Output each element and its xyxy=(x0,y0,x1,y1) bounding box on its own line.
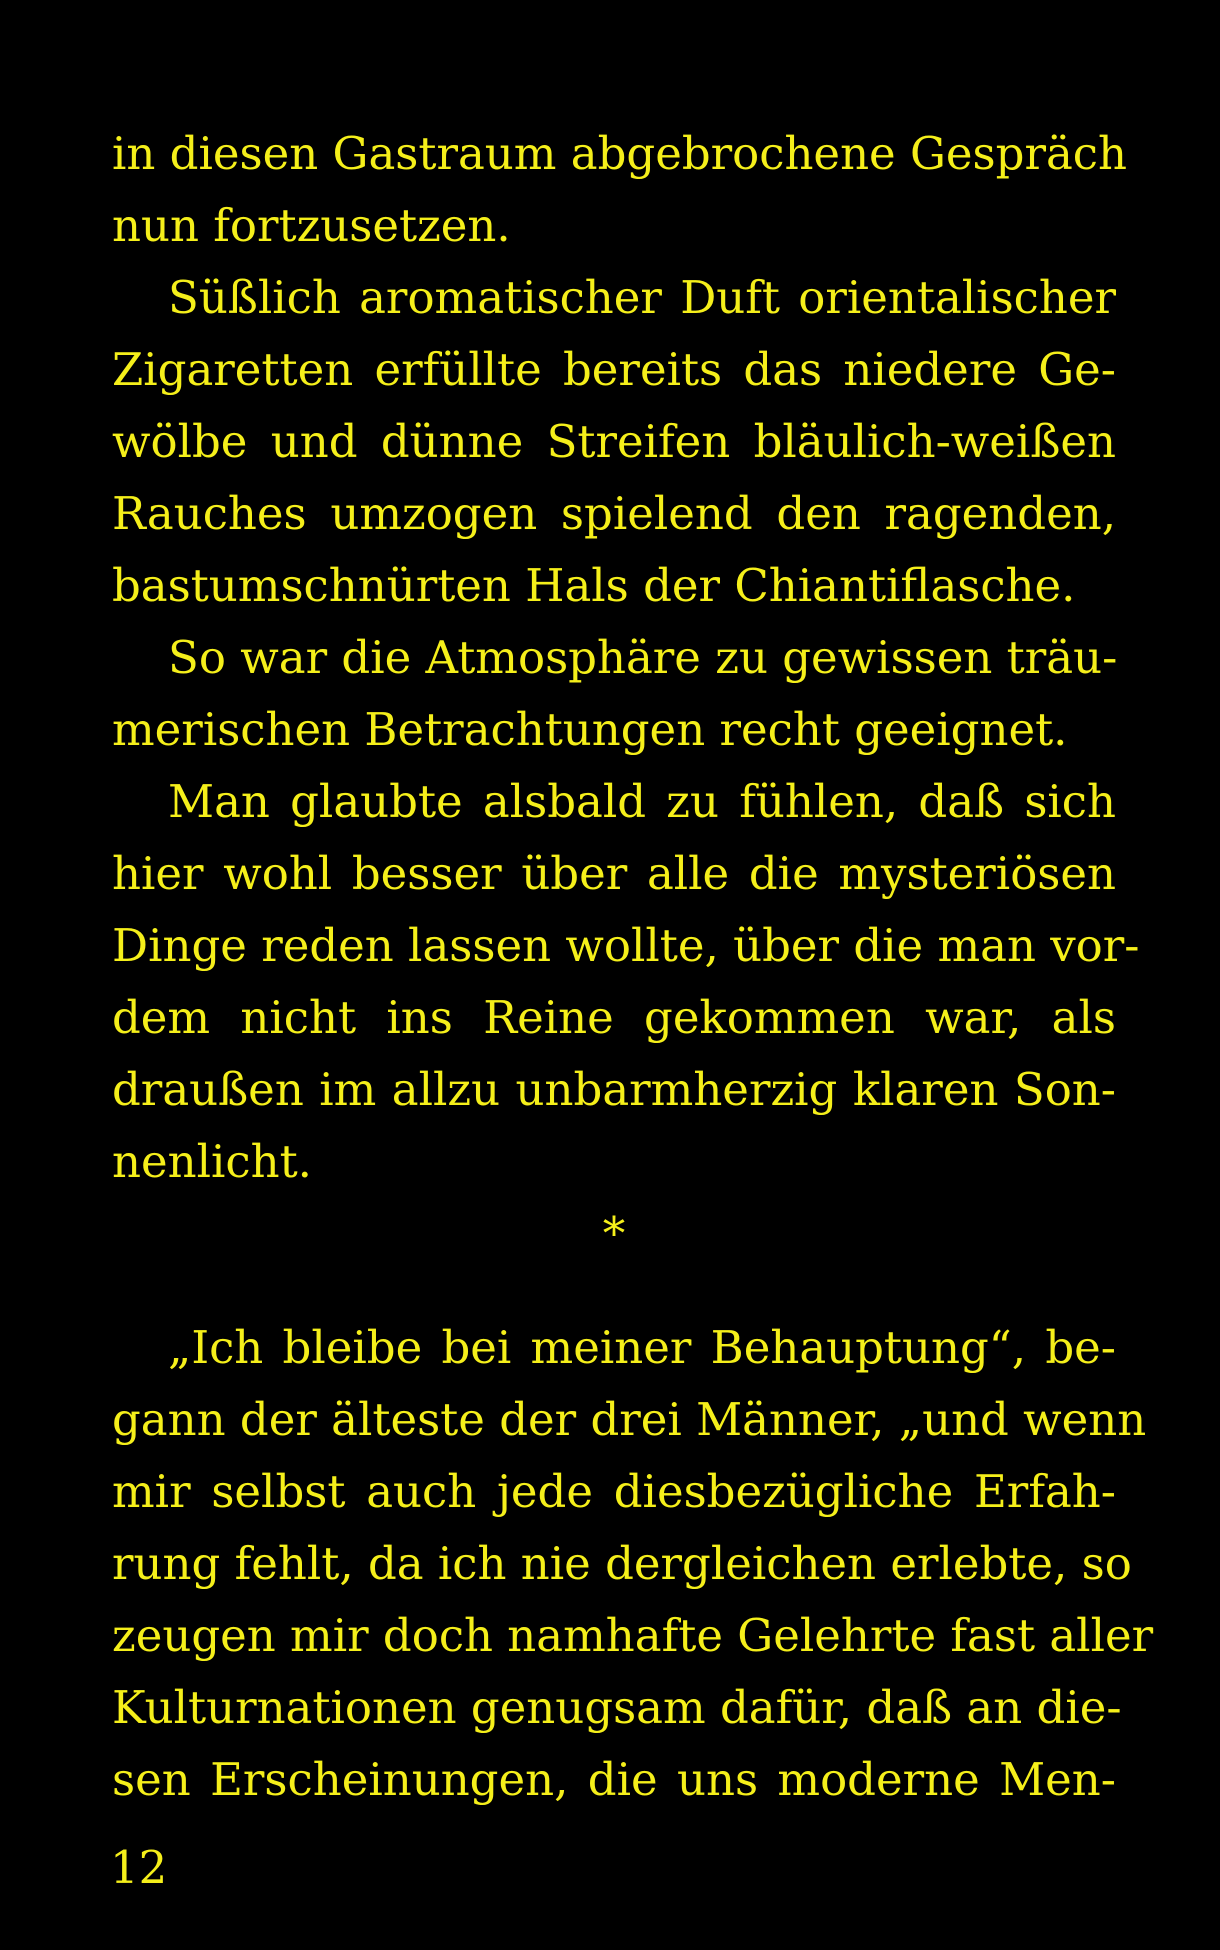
text-line: in diesen Gastraum abgebrochene Gespräch xyxy=(112,127,1127,180)
text-line: sen Erscheinungen, die uns moderne Men- xyxy=(112,1753,1116,1806)
text-line: Kulturnationen genugsam dafür, daß an die- xyxy=(112,1681,1122,1734)
paragraph xyxy=(112,766,1140,1198)
text-line: bastumschnürten Hals der Chiantiflasche. xyxy=(112,559,1076,612)
section-separator: * xyxy=(602,1207,626,1260)
text-line: hier wohl besser über alle die mysteriösen xyxy=(112,847,1116,900)
page-number: 12 xyxy=(110,1841,168,1894)
text-line: Süßlich aromatischer Duft orientalischer xyxy=(168,271,1116,324)
paragraph-continuation xyxy=(112,118,1127,262)
text-line: gann der älteste der drei Männer, „und wenn xyxy=(112,1393,1147,1446)
text-line: So war die Atmosphäre zu gewissen träu- xyxy=(168,631,1118,684)
text-line: „Ich bleibe bei meiner Behauptung“, be- xyxy=(168,1321,1116,1374)
text-line: Man glaubte alsbald zu fühlen, daß sich xyxy=(168,775,1116,828)
text-line: merischen Betrachtungen recht geeignet. xyxy=(112,703,1068,756)
paragraph xyxy=(112,1312,1154,1816)
text-line: zeugen mir doch namhafte Gelehrte fast aller xyxy=(112,1609,1154,1662)
section-gap xyxy=(112,1270,1116,1312)
text-line: Dinge reden lassen wollte, über die man vor- xyxy=(112,919,1140,972)
text-line: wölbe und dünne Streifen bläulich-weißen xyxy=(112,415,1116,468)
paragraph xyxy=(112,262,1116,622)
paragraph xyxy=(112,622,1116,766)
text-line: nenlicht. xyxy=(112,1135,312,1188)
text-line: nun fortzusetzen. xyxy=(112,199,511,252)
text-line: Rauches umzogen spielend den ragenden, xyxy=(112,487,1116,540)
book-page-text xyxy=(112,118,1154,1816)
text-line: Zigaretten erfüllte bereits das niedere Ge- xyxy=(112,343,1116,396)
text-line: rung fehlt, da ich nie dergleichen erlebte, so xyxy=(112,1537,1132,1590)
text-line: mir selbst auch jede diesbezügliche Erfah- xyxy=(112,1465,1116,1518)
text-line: dem nicht ins Reine gekommen war, als xyxy=(112,991,1116,1044)
text-line: draußen im allzu unbarmherzig klaren Son- xyxy=(112,1063,1116,1116)
